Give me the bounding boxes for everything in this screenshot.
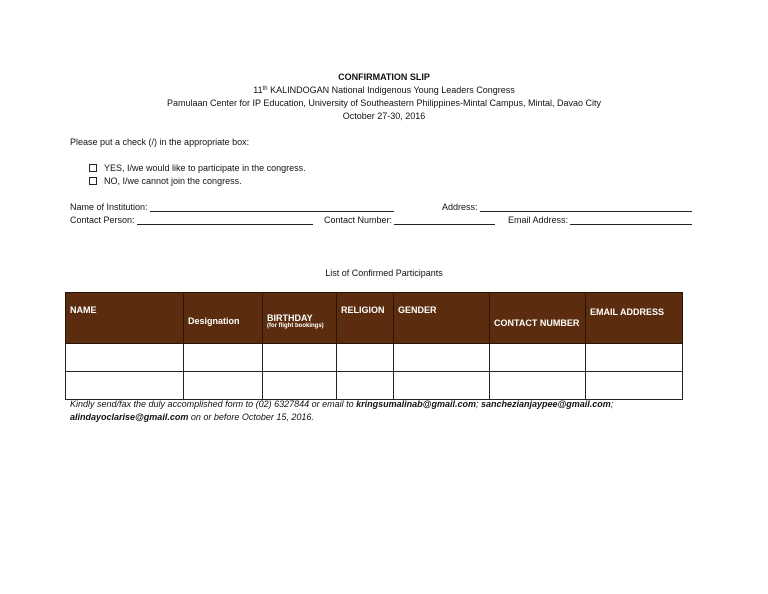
table-row bbox=[66, 372, 683, 400]
event-ordinal-suffix: th bbox=[262, 86, 268, 92]
form-header bbox=[0, 71, 768, 123]
option-yes-label: YES, I/we would like to participate in the congress. bbox=[104, 163, 306, 173]
table-header-row bbox=[66, 293, 683, 344]
event-dates: October 27-30, 2016 bbox=[342, 111, 426, 121]
event-ordinal: 11 bbox=[253, 85, 263, 95]
table-cell[interactable] bbox=[490, 344, 586, 372]
email-label: Email Address: bbox=[508, 215, 569, 225]
col-header-email-address: EMAIL ADDRESS bbox=[586, 293, 683, 344]
col-header-religion: RELIGION bbox=[337, 293, 394, 344]
table-cell[interactable] bbox=[66, 372, 184, 400]
table-cell[interactable] bbox=[184, 344, 263, 372]
footer-email-2[interactable]: sanchezianjaypee@gmail.com bbox=[480, 399, 611, 409]
table-cell[interactable] bbox=[337, 344, 394, 372]
contact-person-input-line[interactable] bbox=[137, 215, 313, 225]
event-venue: Pamulaan Center for IP Education, University of Southeastern Philippines-Mintal Campus, Mintal, Davao City bbox=[166, 98, 602, 108]
col-header-birthday: BIRTHDAY (for flight bookings) bbox=[263, 293, 337, 344]
contact-number-field[interactable] bbox=[324, 215, 495, 225]
col-header-designation: Designation bbox=[184, 293, 263, 344]
table-cell[interactable] bbox=[394, 372, 490, 400]
contact-person-label: Contact Person: bbox=[70, 215, 135, 225]
address-field[interactable] bbox=[442, 202, 692, 212]
table-cell[interactable] bbox=[394, 344, 490, 372]
participants-list-title: List of Confirmed Participants bbox=[325, 268, 443, 278]
footer-email-3[interactable]: alindayoclarise@gmail.com bbox=[70, 412, 189, 422]
option-no[interactable] bbox=[89, 176, 242, 186]
email-input-line[interactable] bbox=[570, 215, 692, 225]
table-cell[interactable] bbox=[586, 372, 683, 400]
col-header-contact-number: CONTACT NUMBER bbox=[490, 293, 586, 344]
institution-input-line[interactable] bbox=[150, 202, 394, 212]
birthday-subnote: (for flight bookings) bbox=[267, 323, 324, 329]
col-header-gender: GENDER bbox=[394, 293, 490, 344]
table-cell[interactable] bbox=[66, 344, 184, 372]
option-yes[interactable] bbox=[89, 163, 306, 173]
checkbox-no[interactable] bbox=[89, 177, 97, 185]
table-cell[interactable] bbox=[263, 344, 337, 372]
table-cell[interactable] bbox=[184, 372, 263, 400]
table-cell[interactable] bbox=[490, 372, 586, 400]
contact-number-label: Contact Number: bbox=[324, 215, 393, 225]
contact-person-field[interactable] bbox=[70, 215, 313, 225]
footer-note: Kindly send/fax the duly accomplished form to (02) 6327844 or email to kringsumalinab@gmail.com; sanchezianjaypee@gmail.com; alindayoclarise@gmail.com on or before October 15, 2016. bbox=[70, 399, 614, 422]
event-name-text: KALINDOGAN National Indigenous Young Leaders Congress bbox=[267, 85, 515, 95]
option-no-label: NO, I/we cannot join the congress. bbox=[104, 176, 242, 186]
footer-email-1[interactable]: kringsumalinab@gmail.com bbox=[356, 399, 476, 409]
event-name bbox=[0, 84, 768, 97]
contact-number-input-line[interactable] bbox=[394, 215, 495, 225]
institution-field[interactable] bbox=[70, 202, 394, 212]
address-input-line[interactable] bbox=[480, 202, 692, 212]
address-label: Address: bbox=[442, 202, 478, 212]
col-header-name: NAME bbox=[66, 293, 184, 344]
email-field[interactable] bbox=[508, 215, 692, 225]
checkbox-yes[interactable] bbox=[89, 164, 97, 172]
footer-text: Kindly send/fax the duly accomplished form to (02) 6327844 or email to bbox=[70, 399, 357, 409]
table-cell[interactable] bbox=[337, 372, 394, 400]
participants-table bbox=[65, 292, 683, 400]
table-row bbox=[66, 344, 683, 372]
table-cell[interactable] bbox=[586, 344, 683, 372]
form-title: CONFIRMATION SLIP bbox=[338, 72, 430, 82]
footer-deadline: on or before October 15, 2016. bbox=[188, 412, 314, 422]
instruction-text: Please put a check (/) in the appropriate box: bbox=[70, 137, 250, 147]
table-cell[interactable] bbox=[263, 372, 337, 400]
institution-label: Name of Institution: bbox=[70, 202, 148, 212]
